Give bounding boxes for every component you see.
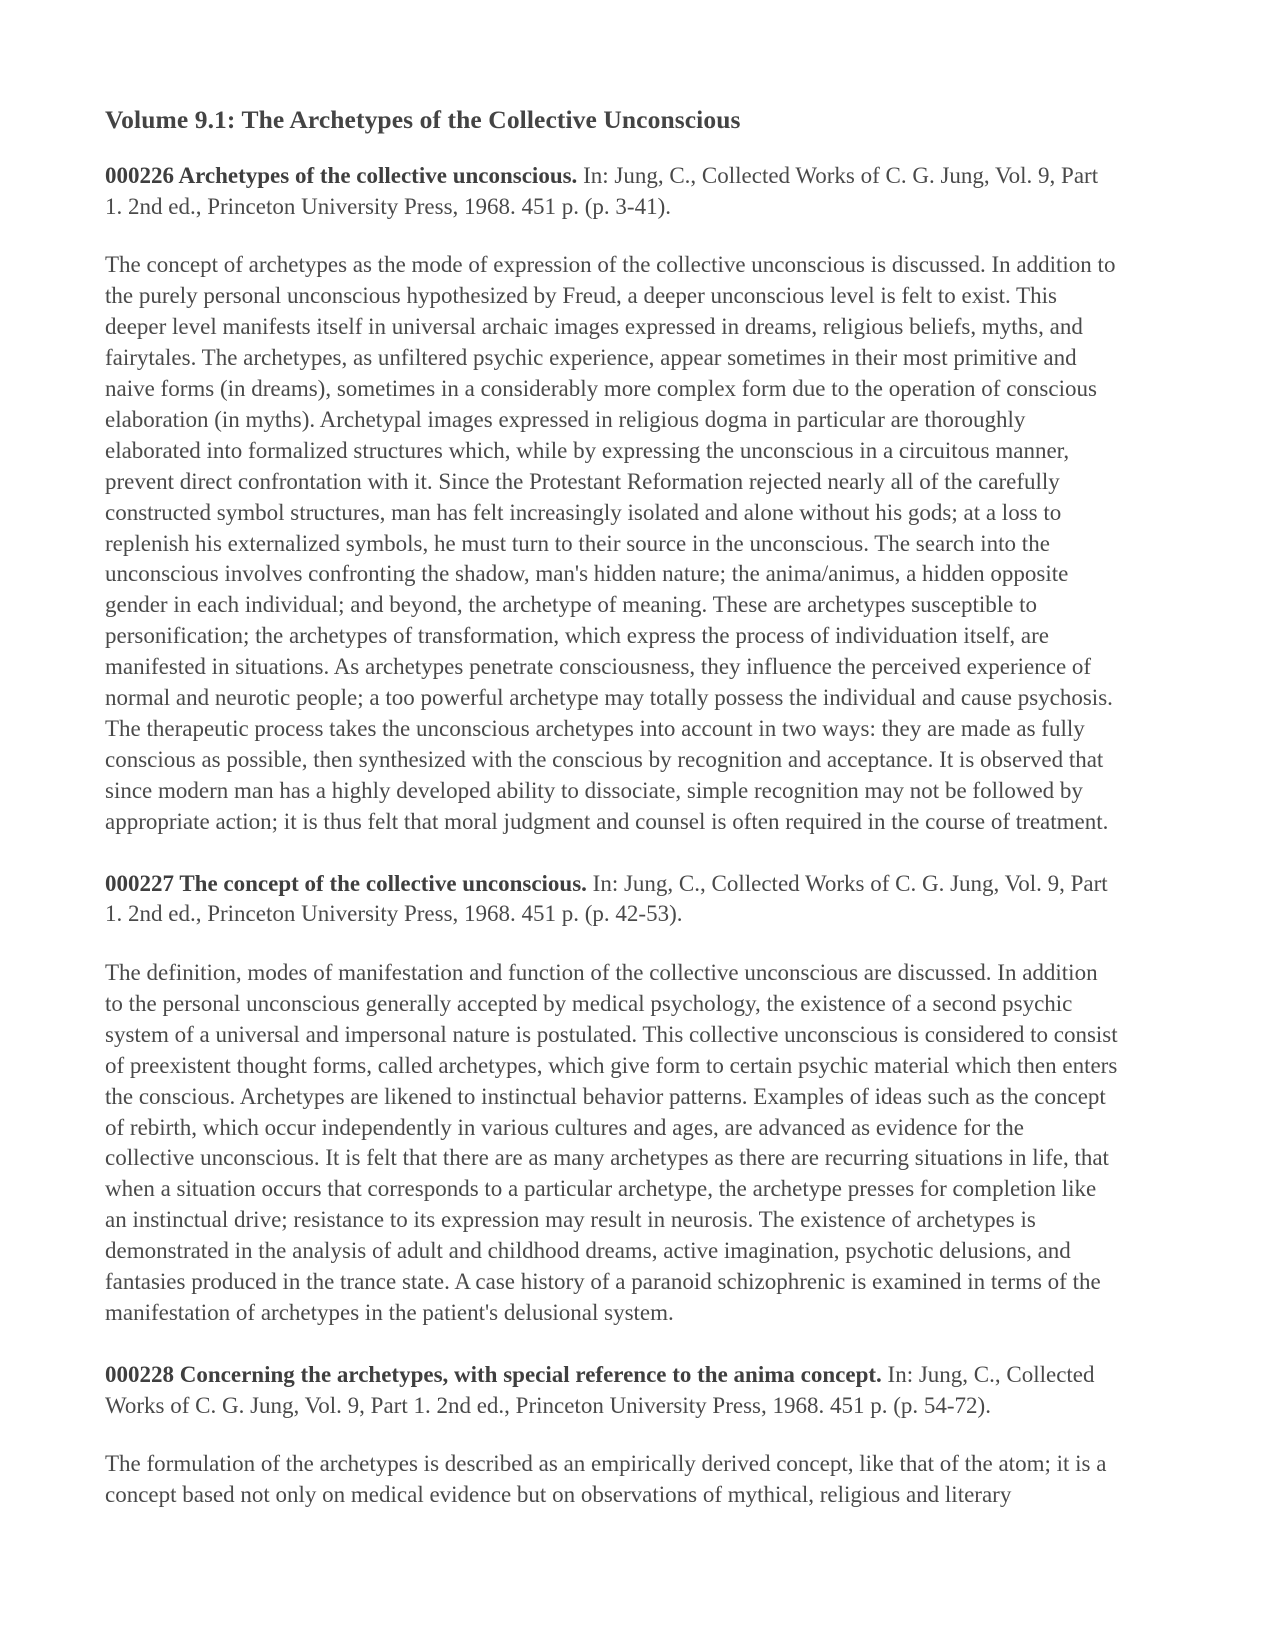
citation-source: In: Jung, C., Collected Works of C. G. Jung, Vol. 9, Part 1. 2nd ed., Princeton University Press, 1968. 451 p. (p. 54-72). (105, 1362, 1095, 1418)
page-title: Volume 9.1: The Archetypes of the Collective Unconscious (105, 105, 741, 134)
spacer (105, 838, 1118, 869)
spacer (105, 1329, 1118, 1360)
abstract-000228: The formulation of the archetypes is described as an empirically derived concept, like that of the atom; it is a concept based not only on medical evidence but on observations of mythical, religious and literary (105, 1451, 1107, 1508)
spacer (105, 930, 1118, 958)
abstract-000226: The concept of archetypes as the mode of expression of the collective unconscious is discussed. In addition to the purely personal unconscious hypothesized by Freud, a deeper unconscious level is felt to exist. This deeper level manifests itself in universal archaic images expressed in dreams, religious beliefs, myths, and fairytales. The archetypes, as unfiltered psychic experience, appear sometimes in their most primitive and naive forms (in dreams), sometimes in a considerably more complex form due to the operation of conscious elaboration (in myths). Archetypal images expressed in religious dogma in particular are thoroughly elaborated into formalized structures which, while by expressing the unconscious in a circuitous manner, prevent direct confrontation with it. Since the Protestant Reformation rejected nearly all of the carefully constructed symbol structures, man has felt increasingly isolated and alone without his gods; at a loss to replenish his externalized symbols, he must turn to their source in the unconscious. The search into the unconscious involves confronting the shadow, man's hidden nature; the anima/animus, a hidden opposite gender in each individual; and beyond, the archetype of meaning. These are archetypes susceptible to personification; the archetypes of transformation, which express the process of individuation itself, are manifested in situations. As archetypes penetrate consciousness, they influence the perceived experience of normal and neurotic people; a too powerful archetype may totally possess the individual and cause psychosis. The therapeutic process takes the unconscious archetypes into account in two ways: they are made as fully conscious as possible, then synthesized with the conscious by recognition and acceptance. It is observed that since modern man has a highly developed ability to dissociate, simple recognition may not be followed by appropriate action; it is thus felt that moral judgment and counsel is often required in the course of treatment. (105, 252, 1116, 834)
citation-id: 000228 (105, 1362, 174, 1387)
citation-source: In: Jung, C., Collected Works of C. G. Jung, Vol. 9, Part 1. 2nd ed., Princeton University Press, 1968. 451 p. (p. 3-41). (105, 163, 1099, 219)
abstract-000227: The definition, modes of manifestation and function of the collective unconscious are discussed. In addition to the personal unconscious generally accepted by medical psychology, the existence of a second psychic system of a universal and impersonal nature is postulated. This collective unconscious is considered to consist of preexistent thought forms, called archetypes, which give form to certain psychic material which then enters the conscious. Archetypes are likened to instinctual behavior patterns. Examples of ideas such as the concept of rebirth, which occur independently in various cultures and ages, are advanced as evidence for the collective unconscious. It is felt that there are as many archetypes as there are recurring situations in life, that when a situation occurs that corresponds to a particular archetype, the archetype presses for completion like an instinctual drive; resistance to its expression may result in neurosis. The existence of archetypes is demonstrated in the analysis of adult and childhood dreams, active imagination, psychotic delusions, and fantasies produced in the trance state. A case history of a paranoid schizophrenic is examined in terms of the manifestation of archetypes in the patient's delusional system. (105, 959, 1118, 1326)
citation-id: 000226 (105, 163, 174, 189)
citation-000226 (105, 161, 1118, 222)
spacer (105, 222, 1118, 250)
citation-000228 (105, 1360, 1118, 1421)
citation-title: Archetypes of the collective unconscious. (178, 163, 578, 189)
citation-title: Concerning the archetypes, with special reference to the anima concept. (179, 1362, 882, 1387)
citation-000227 (105, 869, 1118, 930)
spacer (105, 1421, 1118, 1449)
citation-title: The concept of the collective unconscious. (179, 870, 587, 896)
bibliography-entry-000227 (105, 869, 1118, 1329)
citation-id: 000227 (105, 870, 174, 896)
citation-source: In: Jung, C., Collected Works of C. G. Jung, Vol. 9, Part 1. 2nd ed., Princeton University Press, 1968. 451 p. (p. 42-53). (105, 870, 1108, 927)
bibliography-entry-000226 (105, 161, 1118, 838)
bibliography-entry-000228 (105, 1360, 1118, 1511)
